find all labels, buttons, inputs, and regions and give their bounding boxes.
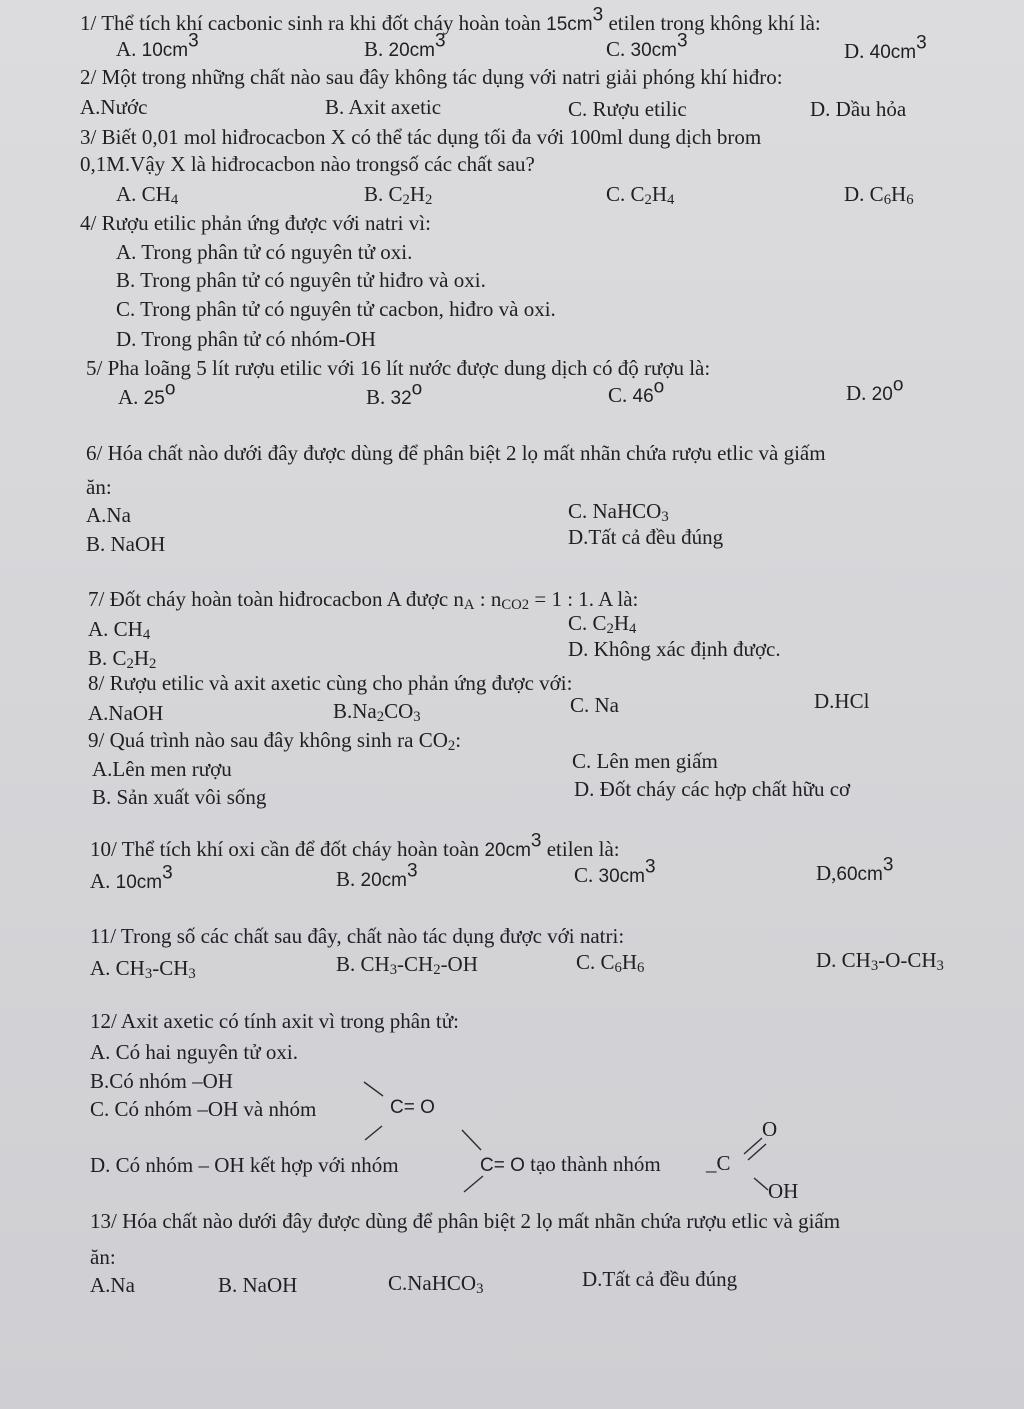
q1-exp: 3: [592, 4, 604, 26]
q7-text: 7/ Đốt cháy hoàn toàn hiđrocacbon A được: [88, 587, 454, 611]
q13-option-c: [388, 1270, 483, 1296]
q6-option-c-label: C.: [568, 499, 593, 523]
q5-option-a-deg: o: [164, 378, 176, 400]
q7-option-b-sub: 2: [126, 655, 134, 672]
q7-colon: :: [474, 587, 491, 611]
q5-option-d-label: D.: [846, 381, 872, 405]
q6-option-a: A.Na: [86, 503, 131, 527]
q11-option-a-part: CH: [115, 956, 145, 980]
q8-text: 8/ Rượu etilic và axit axetic cùng cho phản ứng được với:: [88, 671, 573, 695]
q13-option-b: B. NaOH: [218, 1273, 298, 1297]
q5-option-d-deg: o: [892, 374, 904, 396]
q2-option-c: C. Rượu etilic: [568, 97, 687, 121]
q12-option-c-carbonyl: C= O: [390, 1097, 435, 1118]
q1-option-c-label: C.: [606, 37, 631, 61]
q11-option-d-label: D.: [816, 948, 842, 972]
q5-option-b-deg: o: [411, 378, 423, 400]
q9-option-b: B. Sản xuất vôi sống: [92, 785, 267, 809]
q1-option-a-label: A.: [116, 37, 142, 61]
q11-text: 11/ Trong số các chất sau đây, chất nào tác dụng được với natri:: [90, 924, 625, 948]
q12-option-d: D. Có nhóm – OH kết hợp với nhóm: [90, 1153, 399, 1177]
q3-option-b-sub: 2: [425, 191, 433, 208]
q11-option-d-sub: 3: [870, 957, 879, 974]
q10-text: 10/ Thể tích khí oxi cần để đốt cháy hoàn toàn: [90, 837, 485, 861]
q11-option-b-sub: 3: [389, 961, 398, 978]
q7-option-c-part: C: [592, 611, 607, 635]
q10-option-a-label: A.: [90, 869, 116, 893]
q3-line1: 3/ Biết 0,01 mol hiđrocacbon X có thể tác dụng tối đa với 100ml dung dịch brom: [80, 125, 762, 149]
q5-option-c-label: C.: [608, 383, 633, 407]
q6-option-b: B. NaOH: [86, 532, 166, 556]
q1-option-d-exp: 3: [916, 32, 927, 54]
q5-option-d-value: 20: [871, 384, 893, 405]
q11-option-a-part: -CH: [152, 956, 189, 980]
q6-option-c-part: NaHCO: [592, 499, 662, 523]
q9-option-d: D. Đốt cháy các hợp chất hữu cơ: [574, 777, 851, 801]
q2-text: 2/ Một trong những chất nào sau đây không tác dụng với natri giải phóng khí hiđro:: [80, 65, 783, 89]
q11-option-c-part: C: [600, 950, 615, 974]
q1-option-b-exp: 3: [434, 30, 446, 52]
q8-option-b-label: B.: [333, 699, 353, 723]
q7-n2-sub: CO2: [501, 596, 530, 613]
q3-option-c-label: C.: [606, 182, 631, 206]
q3-line2: 0,1M.Vậy X là hiđrocacbon nào trongsố các chất sau?: [80, 152, 535, 176]
q7-option-a-label: A.: [88, 617, 114, 641]
q5-option-a-value: 25: [143, 388, 165, 409]
q13-option-a: A.Na: [90, 1273, 135, 1297]
bond-d-upper: [462, 1130, 481, 1150]
q9-co2-sub: 2: [447, 737, 456, 754]
q10-option-d-value: 60cm: [836, 864, 883, 885]
q1-option-a-value: 10cm: [141, 40, 189, 61]
q7-option-b-part: C: [112, 646, 127, 670]
q10-option-a-value: 10cm: [115, 872, 163, 893]
q7-option-b-part: H: [133, 646, 150, 670]
q7-n2: n: [490, 587, 502, 611]
q11-option-c-label: C.: [576, 950, 601, 974]
q3-option-b-part: H: [409, 182, 426, 206]
q1-option-b-label: B.: [364, 37, 389, 61]
q4-option-b: B. Trong phân tử có nguyên tử hiđro và oxi.: [116, 268, 486, 292]
q3-option-d-part: H: [891, 182, 907, 206]
q8-option-b-part: CO: [384, 699, 414, 723]
q11-option-a-sub: 3: [188, 965, 196, 982]
q12-option-b: B.Có nhóm –OH: [90, 1069, 233, 1093]
q11-option-d-part: -O-CH: [878, 948, 937, 972]
q1-option-a-exp: 3: [188, 30, 199, 52]
q11-option-b-label: B.: [336, 952, 361, 976]
q10-option-d-exp: 3: [882, 854, 894, 876]
q9-option-c: C. Lên men giấm: [572, 749, 718, 773]
q11-option-b-sub: 2: [433, 961, 441, 978]
q3-option-d-part: C: [869, 182, 884, 206]
q11-option-c-sub: 6: [614, 959, 622, 976]
q7-n1: n: [453, 587, 464, 611]
q3-option-c-sub: 2: [644, 191, 652, 208]
q7-option-c-part: H: [613, 611, 630, 635]
q5-option-c-value: 46: [632, 386, 654, 407]
q10-option-b-value: 20cm: [360, 870, 407, 891]
q10-option-a-exp: 3: [162, 862, 173, 884]
bond-double-1: [744, 1138, 762, 1154]
q10-option-b-exp: 3: [406, 860, 418, 882]
q13-line1: 13/ Hóa chất nào dưới đây được dùng để phân biệt 2 lọ mất nhãn chứa rượu etlic và giấm: [90, 1209, 841, 1233]
q7-option-d: D. Không xác định được.: [568, 637, 781, 661]
q3-option-d-sub: 6: [906, 191, 914, 208]
q3-option-c-part: H: [651, 182, 668, 206]
q13-option-c-label: C.: [388, 1271, 408, 1295]
q3-option-b-label: B.: [364, 182, 389, 206]
q10-value: 20cm: [484, 840, 531, 861]
q7-option-c-label: C.: [568, 611, 593, 635]
q11-option-b-part: -CH: [397, 952, 434, 976]
q6-option-c-sub: 3: [661, 508, 669, 525]
q5-option-b-value: 32: [390, 388, 412, 409]
q7-option-b-label: B.: [88, 646, 113, 670]
q4-option-c: C. Trong phân tử có nguyên tử cacbon, hiđro và oxi.: [116, 297, 556, 321]
q4-option-a: A. Trong phân tử có nguyên tử oxi.: [116, 240, 413, 264]
q7-ratio: = 1 : 1. A là:: [529, 587, 639, 611]
q4-text: 4/ Rượu etilic phản ứng được với natri vì:: [80, 211, 431, 235]
q12-text: 12/ Axit axetic có tính axit vì trong phân tử:: [90, 1009, 459, 1033]
q6-option-d: D.Tất cả đều đúng: [568, 525, 724, 549]
q1-option-d-value: 40cm: [869, 42, 917, 63]
q11-option-c-sub: 6: [637, 959, 645, 976]
q11-option-d-part: CH: [841, 948, 871, 972]
q10-exp: 3: [530, 830, 542, 852]
q2-option-d: D. Dầu hỏa: [810, 97, 907, 121]
q8-option-b-sub: 3: [413, 708, 421, 725]
q9-colon: :: [455, 728, 462, 752]
q12-carboxyl-o: O: [762, 1117, 778, 1141]
q10-option-c-value: 30cm: [598, 866, 645, 887]
q7-option-c-sub: 2: [606, 620, 614, 637]
bond-d-lower: [464, 1176, 483, 1192]
q13-option-c-part: NaHCO: [407, 1271, 477, 1295]
q10-option-d-label: D,: [816, 861, 837, 885]
q7-n1-sub: A: [463, 596, 475, 613]
q7-option-c-sub: 4: [629, 620, 637, 637]
q8-option-d: D.HCl: [814, 689, 870, 713]
q10-option-c-label: C.: [574, 863, 599, 887]
q8-option-c: C. Na: [570, 693, 619, 717]
q11-option-c-part: H: [621, 950, 638, 974]
q3-option-b-part: C: [388, 182, 403, 206]
q7-option-a-sub: 4: [142, 626, 151, 643]
q6-line2: ăn:: [86, 475, 112, 499]
q8-option-b-part: Na: [352, 699, 377, 723]
q1-text: 1/ Thể tích khí cacbonic sinh ra khi đốt cháy hoàn toàn: [80, 11, 547, 35]
q10-option-b-label: B.: [336, 867, 361, 891]
q2-option-a: A.Nước: [80, 95, 148, 119]
q12-option-d-co: C= O: [480, 1155, 525, 1176]
q3-option-a-part: CH: [141, 182, 171, 206]
q6-line1: 6/ Hóa chất nào dưới đây được dùng để phân biệt 2 lọ mất nhãn chứa rượu etlic và giấm: [86, 441, 826, 465]
q5-option-a-label: A.: [118, 385, 144, 409]
q13-option-c-sub: 3: [476, 1280, 484, 1297]
q11-option-a-label: A.: [90, 956, 116, 980]
q1-option-d-label: D.: [844, 39, 870, 63]
q5-option-c-deg: o: [653, 376, 665, 398]
q3-option-c-part: C: [630, 182, 645, 206]
q10-tail: etilen là:: [541, 837, 620, 861]
q9-text: 9/ Quá trình nào sau đây không sinh ra: [88, 728, 419, 752]
q11-option-b-part: CH: [360, 952, 390, 976]
bond-double-2: [748, 1144, 766, 1160]
q1-value: 15cm: [546, 14, 593, 35]
q1-option-c-value: 30cm: [630, 40, 677, 61]
q5-text: 5/ Pha loãng 5 lít rượu etilic với 16 lít nước được dung dịch có độ rượu là:: [86, 356, 711, 380]
q13-option-d: D.Tất cả đều đúng: [582, 1267, 738, 1291]
q1-tail: etilen trong không khí là:: [603, 11, 821, 35]
q3-option-b-sub: 2: [402, 191, 410, 208]
q7-option-b-sub: 2: [149, 655, 157, 672]
q9-co2: CO: [418, 728, 448, 752]
q3-option-c-sub: 4: [667, 191, 675, 208]
q3-option-d-label: D.: [844, 182, 870, 206]
q12-option-a: A. Có hai nguyên tử oxi.: [90, 1040, 298, 1064]
q8-option-b-sub: 2: [376, 708, 385, 725]
bond-c-upper: [364, 1082, 383, 1096]
q10-option-c-exp: 3: [644, 856, 656, 878]
bond-c-lower: [365, 1126, 382, 1140]
q11-option-a-sub: 3: [144, 965, 153, 982]
q1-option-b-value: 20cm: [388, 40, 435, 61]
q12-option-d-tail: tạo thành nhóm: [524, 1152, 661, 1176]
q3-option-a-sub: 4: [170, 191, 179, 208]
q3-option-d-sub: 6: [883, 191, 892, 208]
q13-line2: ăn:: [90, 1245, 116, 1269]
q5-option-b-label: B.: [366, 385, 391, 409]
q12-option-c: C. Có nhóm –OH và nhóm: [90, 1097, 317, 1121]
q11-option-d-sub: 3: [936, 957, 944, 974]
q1-option-c-exp: 3: [676, 30, 688, 52]
q11-option-b-part: -OH: [440, 952, 478, 976]
q2-option-b: B. Axit axetic: [325, 95, 442, 119]
q8-option-a: A.NaOH: [88, 701, 164, 725]
q12-carboxyl-oh: OH: [768, 1179, 799, 1203]
q12-carboxyl-c: _C: [706, 1151, 731, 1175]
q3-option-a-label: A.: [116, 182, 142, 206]
q7-option-a-part: CH: [113, 617, 143, 641]
q9-option-a: A.Lên men rượu: [92, 757, 232, 781]
q4-option-d: D. Trong phân tử có nhóm-OH: [116, 327, 376, 351]
bond-oh: [754, 1178, 768, 1190]
